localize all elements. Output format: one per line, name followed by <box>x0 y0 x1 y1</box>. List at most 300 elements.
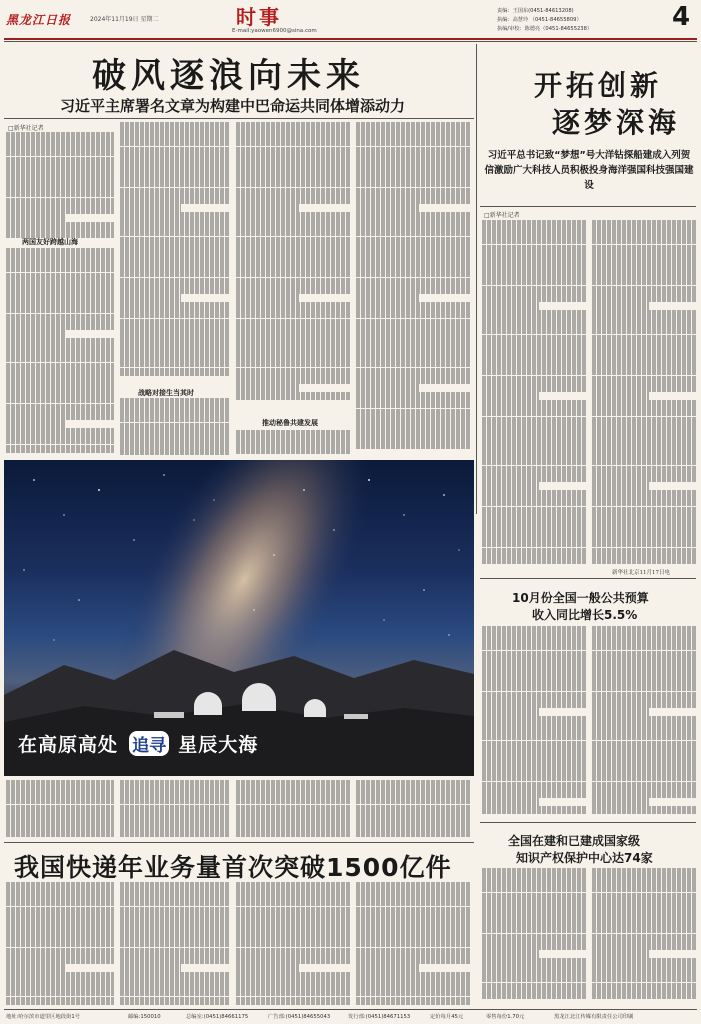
text-line <box>482 236 586 244</box>
text-line <box>592 700 696 708</box>
text-line <box>592 942 696 950</box>
text-line <box>6 939 114 947</box>
text-line <box>356 931 470 939</box>
text-line <box>120 788 230 796</box>
text-line <box>356 813 470 821</box>
text-line <box>120 829 230 837</box>
text-line <box>592 294 696 302</box>
text-line <box>592 417 696 425</box>
text-line <box>482 683 586 691</box>
text-line <box>356 163 470 171</box>
text-line <box>482 708 539 716</box>
text-line <box>592 925 696 933</box>
text-line <box>592 773 696 781</box>
text-line <box>6 980 114 988</box>
text-line <box>236 155 350 163</box>
photo-caption-col-3 <box>236 780 350 838</box>
text-line <box>120 196 230 204</box>
text-line <box>356 147 470 155</box>
right-headline-2: 逐梦深海 <box>552 106 681 139</box>
text-line <box>120 988 230 996</box>
text-line <box>236 890 350 898</box>
text-line <box>6 445 114 453</box>
text-line <box>356 368 470 376</box>
text-line <box>482 441 586 449</box>
text-line <box>6 322 114 330</box>
text-line <box>236 228 350 236</box>
text-line <box>236 368 350 376</box>
text-line <box>482 457 586 465</box>
text-line <box>356 805 470 813</box>
text-line <box>120 310 230 318</box>
text-line <box>482 868 586 876</box>
text-line <box>236 196 350 204</box>
text-line <box>592 449 696 457</box>
caption-title-badge: 追寻 <box>129 731 169 756</box>
text-line <box>482 474 586 482</box>
text-line <box>592 326 696 334</box>
text-line <box>356 269 470 277</box>
text-line <box>356 939 470 947</box>
text-line <box>356 138 470 146</box>
text-line <box>356 796 470 804</box>
lead-section-head-3: 推动秘鲁共建发展 <box>262 419 318 427</box>
text-line <box>592 790 696 798</box>
express-column-3 <box>236 882 350 1006</box>
text-line <box>6 140 114 148</box>
footer-price-month: 定价每月45元 <box>430 1014 464 1020</box>
text-line <box>592 556 696 564</box>
text-line <box>6 157 114 165</box>
text-line <box>6 890 114 898</box>
text-line <box>236 988 350 996</box>
text-line <box>592 474 696 482</box>
text-line <box>482 539 586 547</box>
text-line <box>592 490 696 498</box>
text-line <box>482 548 586 556</box>
text-line <box>482 335 586 343</box>
text-line <box>482 901 586 909</box>
text-line <box>482 934 586 942</box>
text-line <box>356 286 470 294</box>
text-line <box>6 222 114 230</box>
text-line <box>482 359 586 367</box>
text-line <box>592 708 649 716</box>
lead-divider <box>4 118 474 119</box>
text-line <box>482 392 539 400</box>
text-line <box>482 732 586 740</box>
text-line <box>236 237 350 245</box>
text-line <box>482 433 586 441</box>
footer-address: 地址:哈尔滨市道里区地段街1号 <box>6 1014 81 1020</box>
text-line <box>482 531 586 539</box>
text-line <box>236 805 350 813</box>
text-line <box>592 893 696 901</box>
photo-caption-col-1 <box>6 780 114 838</box>
text-line <box>6 214 65 222</box>
text-line <box>592 253 696 261</box>
text-line <box>592 651 696 659</box>
text-line <box>482 909 586 917</box>
text-line <box>236 438 350 446</box>
text-line <box>236 327 350 335</box>
text-line <box>356 972 470 980</box>
text-line <box>482 228 586 236</box>
text-line <box>120 368 230 376</box>
text-line <box>120 228 230 236</box>
text-line <box>236 179 350 187</box>
text-line <box>592 335 696 343</box>
text-line <box>120 122 230 130</box>
text-line <box>592 983 696 991</box>
text-line <box>482 765 586 773</box>
section-email: E-mail:yaowen6900@sina.com <box>232 28 317 34</box>
text-line <box>592 318 696 326</box>
right-subheadline: 习近平总书记致“梦想”号大洋钻探船建成入列贺信激励广大科技人员积极投身海洋强国科技强国建设 <box>484 150 694 191</box>
budget-headline-2: 收入同比增长5.5% <box>532 608 638 622</box>
text-line <box>6 813 114 821</box>
text-line <box>120 351 230 359</box>
express-headline: 我国快递年业务量首次突破1500亿件 <box>14 853 452 882</box>
lead-column-2 <box>120 122 230 384</box>
text-line <box>236 163 350 171</box>
text-line <box>120 780 230 788</box>
text-line <box>356 425 470 433</box>
text-line <box>592 659 696 667</box>
text-line <box>482 466 586 474</box>
text-line <box>236 319 350 327</box>
text-line <box>482 741 586 749</box>
text-line <box>356 923 470 931</box>
text-line <box>236 931 350 939</box>
text-line <box>356 237 470 245</box>
text-line <box>120 212 230 220</box>
text-line <box>120 188 230 196</box>
text-line <box>236 220 350 228</box>
text-line <box>6 436 114 444</box>
text-line <box>6 354 114 362</box>
text-line <box>6 248 114 256</box>
masthead-date: 2024年11月19日 星期二 <box>90 16 159 23</box>
text-line <box>592 228 696 236</box>
text-line <box>120 890 230 898</box>
text-line <box>6 997 114 1005</box>
text-line <box>236 376 350 384</box>
lead-subheadline: 习近平主席署名文章为构建中巴命运共同体增添动力 <box>60 97 406 115</box>
text-line <box>6 821 114 829</box>
text-line <box>6 948 114 956</box>
ip-headline-1: 全国在建和已建成国家级 <box>508 834 641 848</box>
text-line <box>120 423 230 431</box>
text-line <box>6 264 114 272</box>
text-line <box>592 277 696 285</box>
text-line <box>120 956 230 964</box>
text-line <box>120 359 230 367</box>
text-line <box>6 898 114 906</box>
text-line <box>592 716 696 724</box>
text-line <box>6 371 114 379</box>
footer-printer: 黑龙江北江传媒有限责任公司印刷 <box>554 1014 634 1020</box>
text-line <box>482 966 586 974</box>
text-line <box>236 939 350 947</box>
text-line <box>120 915 230 923</box>
caption-title-part-2: 星辰大海 <box>178 734 259 756</box>
text-line <box>482 400 586 408</box>
text-line <box>6 428 114 436</box>
text-line <box>482 782 586 790</box>
ip-column-2 <box>592 868 696 1006</box>
footer <box>6 1012 696 1022</box>
photo-caption-col-2 <box>120 780 230 838</box>
text-line <box>356 130 470 138</box>
text-line <box>482 367 586 375</box>
text-line <box>356 433 470 441</box>
text-line <box>592 901 696 909</box>
right-divider <box>480 206 696 207</box>
text-line <box>236 788 350 796</box>
text-line <box>482 876 586 884</box>
text-line <box>592 798 649 806</box>
text-line <box>356 915 470 923</box>
budget-column-2 <box>592 626 696 816</box>
text-line <box>120 278 230 286</box>
text-line <box>356 829 470 837</box>
text-line <box>482 326 586 334</box>
text-line <box>592 548 696 556</box>
text-line <box>356 956 470 964</box>
express-top-rule <box>4 842 474 843</box>
text-line <box>6 330 65 338</box>
text-line <box>356 278 470 286</box>
section-title: 时事 <box>236 5 282 29</box>
text-line <box>482 917 586 925</box>
text-line <box>482 343 586 351</box>
text-line <box>120 431 230 439</box>
text-line <box>356 122 470 130</box>
text-line <box>120 319 230 327</box>
text-line <box>6 805 114 813</box>
text-line <box>592 917 696 925</box>
footer-ads: 广告部:(0451)84655043 <box>268 1014 331 1020</box>
text-line <box>482 425 586 433</box>
text-line <box>6 338 114 346</box>
text-line <box>120 171 230 179</box>
text-line <box>592 466 696 474</box>
text-line <box>120 939 230 947</box>
text-line <box>356 245 470 253</box>
text-line <box>592 909 696 917</box>
text-line <box>236 813 350 821</box>
text-line <box>482 974 586 982</box>
text-line <box>592 642 696 650</box>
lead-section-head-2: 战略对接生当其时 <box>138 389 194 397</box>
text-line <box>482 893 586 901</box>
text-line <box>6 907 114 915</box>
text-line <box>482 286 586 294</box>
text-line <box>120 406 230 414</box>
text-line <box>356 359 470 367</box>
text-line <box>482 318 586 326</box>
text-line <box>592 757 696 765</box>
text-line <box>356 898 470 906</box>
text-line <box>120 447 230 455</box>
text-line <box>120 237 230 245</box>
column-rule-right <box>476 44 477 514</box>
text-line <box>592 269 696 277</box>
text-line <box>6 256 114 264</box>
text-line <box>236 829 350 837</box>
text-line <box>236 446 350 454</box>
text-line <box>592 343 696 351</box>
ip-column-1 <box>482 868 586 1006</box>
text-line <box>120 343 230 351</box>
text-line <box>592 515 696 523</box>
text-line <box>236 882 350 890</box>
text-line <box>356 907 470 915</box>
footer-postcode: 邮编:150010 <box>128 1014 161 1020</box>
text-line <box>120 882 230 890</box>
text-line <box>356 980 470 988</box>
text-line <box>356 327 470 335</box>
text-line <box>6 189 114 197</box>
text-line <box>236 138 350 146</box>
text-line <box>356 376 470 384</box>
text-line <box>236 294 299 302</box>
lead-column-2b <box>120 398 230 456</box>
text-line <box>6 281 114 289</box>
text-line <box>120 245 230 253</box>
text-line <box>236 269 350 277</box>
text-line <box>6 796 114 804</box>
text-line <box>356 319 470 327</box>
lead-column-1 <box>6 132 114 240</box>
text-line <box>236 915 350 923</box>
text-line <box>236 204 299 212</box>
text-line <box>592 376 696 384</box>
text-line <box>120 179 230 187</box>
text-line <box>482 449 586 457</box>
text-line <box>6 198 114 206</box>
text-line <box>482 749 586 757</box>
text-line <box>120 261 230 269</box>
footer-price-copy: 零售每份1.70元 <box>486 1014 525 1020</box>
text-line <box>6 387 114 395</box>
text-line <box>356 964 419 972</box>
text-line <box>236 212 350 220</box>
text-line <box>236 171 350 179</box>
text-line <box>120 155 230 163</box>
text-line <box>592 523 696 531</box>
text-line <box>482 507 586 515</box>
text-line <box>592 958 696 966</box>
text-line <box>356 228 470 236</box>
text-line <box>6 788 114 796</box>
text-line <box>6 305 114 313</box>
text-line <box>482 983 586 991</box>
text-line <box>592 732 696 740</box>
text-line <box>236 821 350 829</box>
text-line <box>482 556 586 564</box>
text-line <box>482 958 586 966</box>
text-line <box>592 310 696 318</box>
text-line <box>6 273 114 281</box>
ip-headline-2: 知识产权保护中心达74家 <box>516 851 653 865</box>
text-line <box>6 829 114 837</box>
text-line <box>482 384 586 392</box>
text-line <box>482 351 586 359</box>
lead-section-head-1: 两国友好跨越山海 <box>22 238 78 246</box>
text-line <box>120 923 230 931</box>
text-line <box>236 948 350 956</box>
text-line <box>592 236 696 244</box>
text-line <box>592 991 696 999</box>
text-line <box>482 310 586 318</box>
text-line <box>236 359 350 367</box>
right-byline: □新华社记者 <box>484 212 520 219</box>
text-line <box>482 498 586 506</box>
text-line <box>6 915 114 923</box>
text-line <box>120 286 230 294</box>
text-line <box>120 163 230 171</box>
text-line <box>236 430 350 438</box>
text-line <box>356 384 419 392</box>
text-line <box>482 991 586 999</box>
text-line <box>236 956 350 964</box>
text-line <box>6 882 114 890</box>
text-line <box>482 523 586 531</box>
text-line <box>592 400 696 408</box>
text-line <box>482 798 539 806</box>
text-line <box>482 692 586 700</box>
text-line <box>120 439 230 447</box>
text-line <box>6 964 65 972</box>
text-line <box>120 269 230 277</box>
text-line <box>482 269 586 277</box>
text-line <box>236 964 299 972</box>
text-line <box>6 363 114 371</box>
text-line <box>120 204 181 212</box>
budget-headline-1: 10月份全国一般公共预算 <box>512 591 649 605</box>
text-line <box>482 659 586 667</box>
text-line <box>592 692 696 700</box>
footer-office: 总编室:(0451)84661175 <box>186 1014 249 1020</box>
text-line <box>592 482 649 490</box>
text-line <box>592 302 649 310</box>
text-line <box>120 220 230 228</box>
text-line <box>592 425 696 433</box>
text-line <box>236 122 350 130</box>
text-line <box>356 196 470 204</box>
text-line <box>356 335 470 343</box>
text-line <box>482 716 586 724</box>
text-line <box>6 165 114 173</box>
text-line <box>482 302 539 310</box>
masthead-logo: 黑龙江日报 <box>6 13 72 27</box>
desk-line: 执编：高慧玲 （0451-84655809） <box>497 17 582 23</box>
lead-column-3 <box>236 122 350 408</box>
masthead <box>0 0 701 40</box>
text-line <box>356 441 470 449</box>
text-line <box>356 188 470 196</box>
text-line <box>356 988 470 996</box>
text-line <box>120 294 181 302</box>
footer-distribution: 发行部:(0451)84671153 <box>348 1014 411 1020</box>
text-line <box>6 931 114 939</box>
text-line <box>120 327 230 335</box>
budget-top-rule <box>480 578 696 579</box>
text-line <box>6 988 114 996</box>
text-line <box>482 942 586 950</box>
